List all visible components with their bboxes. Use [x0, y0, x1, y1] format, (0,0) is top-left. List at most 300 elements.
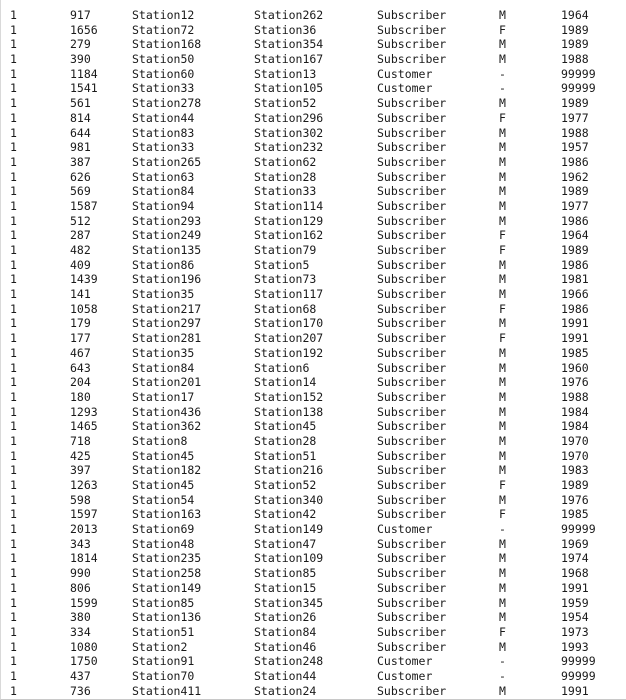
user-type-cell: Subscriber — [377, 198, 447, 213]
user-type-cell: Subscriber — [377, 595, 447, 610]
end-station-cell: Station33 — [254, 184, 317, 199]
start-station-cell: Station86 — [132, 257, 195, 272]
gender-cell: M — [499, 551, 506, 566]
table-row — [1, 243, 626, 258]
end-station-cell: Station46 — [254, 639, 317, 654]
gender-cell: M — [499, 316, 506, 331]
birth-year-cell: 1986 — [561, 257, 589, 272]
user-type-cell: Customer — [377, 522, 433, 537]
birth-year-cell: 1985 — [561, 507, 589, 522]
duration-cell: 467 — [70, 345, 91, 360]
user-type-cell: Subscriber — [377, 184, 447, 199]
table-row — [1, 551, 626, 566]
user-type-cell: Subscriber — [377, 624, 447, 639]
start-station-cell: Station60 — [132, 66, 195, 81]
table-row — [1, 684, 626, 699]
start-station-cell: Station70 — [132, 668, 195, 683]
user-type-cell: Subscriber — [377, 580, 447, 595]
flag-cell: 1 — [10, 683, 17, 698]
gender-cell: M — [499, 389, 506, 404]
end-station-cell: Station84 — [254, 624, 317, 639]
user-type-cell: Subscriber — [377, 287, 447, 302]
end-station-cell: Station26 — [254, 610, 317, 625]
gender-cell: F — [499, 22, 506, 37]
birth-year-cell: 99999 — [561, 668, 596, 683]
gender-cell: M — [499, 96, 506, 111]
table-row — [1, 258, 626, 273]
flag-cell: 1 — [10, 389, 17, 404]
end-station-cell: Station28 — [254, 433, 317, 448]
flag-cell: 1 — [10, 154, 17, 169]
flag-cell: 1 — [10, 96, 17, 111]
duration-cell: 917 — [70, 8, 91, 22]
duration-cell: 177 — [70, 331, 91, 346]
user-type-cell: Subscriber — [377, 448, 447, 463]
birth-year-cell: 1988 — [561, 389, 589, 404]
table-row — [1, 566, 626, 581]
duration-cell: 409 — [70, 257, 91, 272]
gender-cell: M — [499, 448, 506, 463]
gender-cell: M — [499, 639, 506, 654]
gender-cell: F — [499, 301, 506, 316]
user-type-cell: Subscriber — [377, 566, 447, 581]
end-station-cell: Station354 — [254, 37, 324, 52]
gender-cell: - — [499, 522, 506, 537]
duration-cell: 437 — [70, 668, 91, 683]
end-station-cell: Station129 — [254, 213, 324, 228]
flag-cell: 1 — [10, 301, 17, 316]
gender-cell: M — [499, 404, 506, 419]
flag-cell: 1 — [10, 536, 17, 551]
flag-cell: 1 — [10, 8, 17, 22]
birth-year-cell: 1969 — [561, 536, 589, 551]
user-type-cell: Subscriber — [377, 110, 447, 125]
start-station-cell: Station72 — [132, 22, 195, 37]
table-row — [1, 140, 626, 155]
start-station-cell: Station35 — [132, 345, 195, 360]
start-station-cell: Station69 — [132, 522, 195, 537]
duration-cell: 482 — [70, 243, 91, 257]
gender-cell: F — [499, 331, 506, 346]
table-row — [1, 155, 626, 170]
start-station-cell: Station281 — [132, 331, 202, 346]
duration-cell: 626 — [70, 169, 91, 184]
birth-year-cell: 1983 — [561, 463, 589, 478]
flag-cell: 1 — [10, 448, 17, 463]
flag-cell: 1 — [10, 140, 17, 155]
gender-cell: M — [499, 257, 506, 272]
user-type-cell: Subscriber — [377, 37, 447, 52]
birth-year-cell: 1976 — [561, 375, 589, 390]
duration-cell: 643 — [70, 360, 91, 375]
gender-cell: M — [499, 213, 506, 228]
birth-year-cell: 1991 — [561, 683, 589, 698]
start-station-cell: Station411 — [132, 683, 202, 698]
duration-cell: 425 — [70, 448, 91, 463]
user-type-cell: Subscriber — [377, 610, 447, 625]
user-type-cell: Subscriber — [377, 257, 447, 272]
duration-cell: 334 — [70, 624, 91, 639]
data-table — [1, 8, 626, 698]
table-row — [1, 52, 626, 67]
start-station-cell: Station362 — [132, 419, 202, 434]
end-station-cell: Station13 — [254, 66, 317, 81]
duration-cell: 141 — [70, 287, 91, 302]
gender-cell: M — [499, 345, 506, 360]
flag-cell: 1 — [10, 243, 17, 257]
duration-cell: 561 — [70, 96, 91, 111]
user-type-cell: Subscriber — [377, 331, 447, 346]
end-station-cell: Station85 — [254, 566, 317, 581]
birth-year-cell: 1968 — [561, 566, 589, 581]
flag-cell: 1 — [10, 668, 17, 683]
duration-cell: 718 — [70, 433, 91, 448]
birth-year-cell: 1966 — [561, 287, 589, 302]
duration-cell: 380 — [70, 610, 91, 625]
user-type-cell: Subscriber — [377, 140, 447, 155]
duration-cell: 180 — [70, 389, 91, 404]
end-station-cell: Station192 — [254, 345, 324, 360]
user-type-cell: Customer — [377, 81, 433, 96]
gender-cell: M — [499, 184, 506, 199]
flag-cell: 1 — [10, 198, 17, 213]
flag-cell: 1 — [10, 331, 17, 346]
end-station-cell: Station15 — [254, 580, 317, 595]
start-station-cell: Station44 — [132, 110, 195, 125]
flag-cell: 1 — [10, 551, 17, 566]
end-station-cell: Station262 — [254, 8, 324, 22]
end-station-cell: Station105 — [254, 81, 324, 96]
gender-cell: M — [499, 463, 506, 478]
birth-year-cell: 1989 — [561, 184, 589, 199]
user-type-cell: Subscriber — [377, 551, 447, 566]
flag-cell: 1 — [10, 287, 17, 302]
user-type-cell: Subscriber — [377, 243, 447, 257]
table-row — [1, 184, 626, 199]
gender-cell: M — [499, 287, 506, 302]
user-type-cell: Subscriber — [377, 154, 447, 169]
birth-year-cell: 1977 — [561, 198, 589, 213]
table-row — [1, 449, 626, 464]
birth-year-cell: 1988 — [561, 125, 589, 140]
start-station-cell: Station258 — [132, 566, 202, 581]
table-row — [1, 493, 626, 508]
duration-cell: 387 — [70, 154, 91, 169]
table-row — [1, 287, 626, 302]
start-station-cell: Station85 — [132, 595, 195, 610]
flag-cell: 1 — [10, 492, 17, 507]
user-type-cell: Subscriber — [377, 360, 447, 375]
start-station-cell: Station136 — [132, 610, 202, 625]
duration-cell: 1058 — [70, 301, 98, 316]
start-station-cell: Station45 — [132, 478, 195, 492]
duration-cell: 512 — [70, 213, 91, 228]
end-station-cell: Station162 — [254, 228, 324, 243]
end-station-cell: Station167 — [254, 52, 324, 67]
birth-year-cell: 1984 — [561, 404, 589, 419]
gender-cell: M — [499, 433, 506, 448]
user-type-cell: Subscriber — [377, 536, 447, 551]
end-station-cell: Station170 — [254, 316, 324, 331]
duration-cell: 569 — [70, 184, 91, 199]
table-row — [1, 96, 626, 111]
birth-year-cell: 1989 — [561, 22, 589, 37]
duration-cell: 397 — [70, 463, 91, 478]
birth-year-cell: 1986 — [561, 154, 589, 169]
end-station-cell: Station28 — [254, 169, 317, 184]
start-station-cell: Station94 — [132, 198, 195, 213]
user-type-cell: Subscriber — [377, 478, 447, 492]
gender-cell: - — [499, 654, 506, 669]
gender-cell: M — [499, 125, 506, 140]
user-type-cell: Subscriber — [377, 639, 447, 654]
gender-cell: M — [499, 375, 506, 390]
gender-cell: M — [499, 272, 506, 287]
start-station-cell: Station163 — [132, 507, 202, 522]
duration-cell: 806 — [70, 580, 91, 595]
duration-cell: 1656 — [70, 22, 98, 37]
flag-cell: 1 — [10, 110, 17, 125]
birth-year-cell: 1981 — [561, 272, 589, 287]
table-row — [1, 669, 626, 684]
gender-cell: - — [499, 81, 506, 96]
gender-cell: M — [499, 154, 506, 169]
gender-cell: F — [499, 228, 506, 243]
birth-year-cell: 99999 — [561, 66, 596, 81]
start-station-cell: Station278 — [132, 96, 202, 111]
flag-cell: 1 — [10, 463, 17, 478]
table-row — [1, 199, 626, 214]
start-station-cell: Station12 — [132, 8, 195, 22]
start-station-cell: Station182 — [132, 463, 202, 478]
table-row — [1, 581, 626, 596]
gender-cell: M — [499, 610, 506, 625]
flag-cell: 1 — [10, 580, 17, 595]
duration-cell: 736 — [70, 683, 91, 698]
end-station-cell: Station117 — [254, 287, 324, 302]
table-row — [1, 8, 626, 23]
birth-year-cell: 1985 — [561, 345, 589, 360]
start-station-cell: Station265 — [132, 154, 202, 169]
table-row — [1, 81, 626, 96]
gender-cell: M — [499, 37, 506, 52]
gender-cell: M — [499, 580, 506, 595]
birth-year-cell: 1993 — [561, 639, 589, 654]
user-type-cell: Subscriber — [377, 433, 447, 448]
table-row — [1, 640, 626, 655]
start-station-cell: Station168 — [132, 37, 202, 52]
gender-cell: F — [499, 243, 506, 257]
table-row — [1, 419, 626, 434]
user-type-cell: Subscriber — [377, 8, 447, 22]
end-station-cell: Station216 — [254, 463, 324, 478]
gender-cell: M — [499, 683, 506, 698]
start-station-cell: Station63 — [132, 169, 195, 184]
start-station-cell: Station436 — [132, 404, 202, 419]
end-station-cell: Station114 — [254, 198, 324, 213]
gender-cell: - — [499, 66, 506, 81]
end-station-cell: Station207 — [254, 331, 324, 346]
birth-year-cell: 1973 — [561, 624, 589, 639]
table-row — [1, 478, 626, 493]
end-station-cell: Station109 — [254, 551, 324, 566]
user-type-cell: Subscriber — [377, 228, 447, 243]
end-station-cell: Station302 — [254, 125, 324, 140]
start-station-cell: Station297 — [132, 316, 202, 331]
user-type-cell: Subscriber — [377, 404, 447, 419]
birth-year-cell: 1970 — [561, 433, 589, 448]
end-station-cell: Station47 — [254, 536, 317, 551]
user-type-cell: Subscriber — [377, 125, 447, 140]
user-type-cell: Subscriber — [377, 52, 447, 67]
table-row — [1, 405, 626, 420]
start-station-cell: Station149 — [132, 580, 202, 595]
end-station-cell: Station149 — [254, 522, 324, 537]
table-row — [1, 596, 626, 611]
end-station-cell: Station24 — [254, 683, 317, 698]
duration-cell: 2013 — [70, 522, 98, 537]
table-row — [1, 316, 626, 331]
user-type-cell: Subscriber — [377, 272, 447, 287]
end-station-cell: Station44 — [254, 668, 317, 683]
gender-cell: M — [499, 8, 506, 22]
flag-cell: 1 — [10, 184, 17, 199]
start-station-cell: Station84 — [132, 184, 195, 199]
table-row — [1, 37, 626, 52]
table-row — [1, 610, 626, 625]
start-station-cell: Station135 — [132, 243, 202, 257]
birth-year-cell: 1970 — [561, 448, 589, 463]
flag-cell: 1 — [10, 404, 17, 419]
birth-year-cell: 1989 — [561, 37, 589, 52]
user-type-cell: Customer — [377, 654, 433, 669]
flag-cell: 1 — [10, 610, 17, 625]
birth-year-cell: 99999 — [561, 81, 596, 96]
start-station-cell: Station33 — [132, 140, 195, 155]
user-type-cell: Customer — [377, 668, 433, 683]
flag-cell: 1 — [10, 566, 17, 581]
birth-year-cell: 99999 — [561, 654, 596, 669]
gender-cell: - — [499, 668, 506, 683]
table-row — [1, 23, 626, 38]
end-station-cell: Station345 — [254, 595, 324, 610]
user-type-cell: Subscriber — [377, 492, 447, 507]
table-row — [1, 390, 626, 405]
duration-cell: 1597 — [70, 507, 98, 522]
duration-cell: 179 — [70, 316, 91, 331]
gender-cell: M — [499, 52, 506, 67]
start-station-cell: Station8 — [132, 433, 188, 448]
birth-year-cell: 1974 — [561, 551, 589, 566]
birth-year-cell: 1991 — [561, 331, 589, 346]
duration-cell: 1439 — [70, 272, 98, 287]
table-row — [1, 126, 626, 141]
end-station-cell: Station52 — [254, 478, 317, 492]
start-station-cell: Station91 — [132, 654, 195, 669]
flag-cell: 1 — [10, 624, 17, 639]
user-type-cell: Subscriber — [377, 507, 447, 522]
gender-cell: M — [499, 566, 506, 581]
flag-cell: 1 — [10, 360, 17, 375]
start-station-cell: Station17 — [132, 389, 195, 404]
gender-cell: M — [499, 360, 506, 375]
birth-year-cell: 1964 — [561, 8, 589, 22]
user-type-cell: Subscriber — [377, 301, 447, 316]
start-station-cell: Station293 — [132, 213, 202, 228]
gender-cell: M — [499, 140, 506, 155]
table-row — [1, 346, 626, 361]
duration-cell: 598 — [70, 492, 91, 507]
duration-cell: 1263 — [70, 478, 98, 492]
end-station-cell: Station51 — [254, 448, 317, 463]
birth-year-cell: 1959 — [561, 595, 589, 610]
flag-cell: 1 — [10, 213, 17, 228]
flag-cell: 1 — [10, 37, 17, 52]
start-station-cell: Station83 — [132, 125, 195, 140]
table-row — [1, 272, 626, 287]
gender-cell: M — [499, 536, 506, 551]
user-type-cell: Subscriber — [377, 389, 447, 404]
start-station-cell: Station51 — [132, 624, 195, 639]
end-station-cell: Station73 — [254, 272, 317, 287]
flag-cell: 1 — [10, 52, 17, 67]
table-row — [1, 228, 626, 243]
table-row — [1, 302, 626, 317]
duration-cell: 1465 — [70, 419, 98, 434]
user-type-cell: Subscriber — [377, 316, 447, 331]
birth-year-cell: 1976 — [561, 492, 589, 507]
birth-year-cell: 1988 — [561, 52, 589, 67]
birth-year-cell: 1986 — [561, 301, 589, 316]
end-station-cell: Station248 — [254, 654, 324, 669]
table-row — [1, 170, 626, 185]
table-row — [1, 625, 626, 640]
gender-cell: M — [499, 595, 506, 610]
flag-cell: 1 — [10, 22, 17, 37]
flag-cell: 1 — [10, 419, 17, 434]
end-station-cell: Station14 — [254, 375, 317, 390]
birth-year-cell: 1957 — [561, 140, 589, 155]
duration-cell: 990 — [70, 566, 91, 581]
user-type-cell: Subscriber — [377, 375, 447, 390]
duration-cell: 204 — [70, 375, 91, 390]
birth-year-cell: 1989 — [561, 478, 589, 492]
start-station-cell: Station235 — [132, 551, 202, 566]
user-type-cell: Subscriber — [377, 419, 447, 434]
table-row — [1, 507, 626, 522]
start-station-cell: Station35 — [132, 287, 195, 302]
table-row — [1, 654, 626, 669]
birth-year-cell: 1964 — [561, 228, 589, 243]
end-station-cell: Station45 — [254, 419, 317, 434]
duration-cell: 279 — [70, 37, 91, 52]
start-station-cell: Station33 — [132, 81, 195, 96]
flag-cell: 1 — [10, 654, 17, 669]
birth-year-cell: 1954 — [561, 610, 589, 625]
user-type-cell: Subscriber — [377, 96, 447, 111]
flag-cell: 1 — [10, 66, 17, 81]
table-row — [1, 67, 626, 82]
duration-cell: 1750 — [70, 654, 98, 669]
end-station-cell: Station152 — [254, 389, 324, 404]
end-station-cell: Station340 — [254, 492, 324, 507]
gender-cell: F — [499, 624, 506, 639]
user-type-cell: Subscriber — [377, 169, 447, 184]
end-station-cell: Station62 — [254, 154, 317, 169]
flag-cell: 1 — [10, 169, 17, 184]
end-station-cell: Station6 — [254, 360, 310, 375]
flag-cell: 1 — [10, 522, 17, 537]
